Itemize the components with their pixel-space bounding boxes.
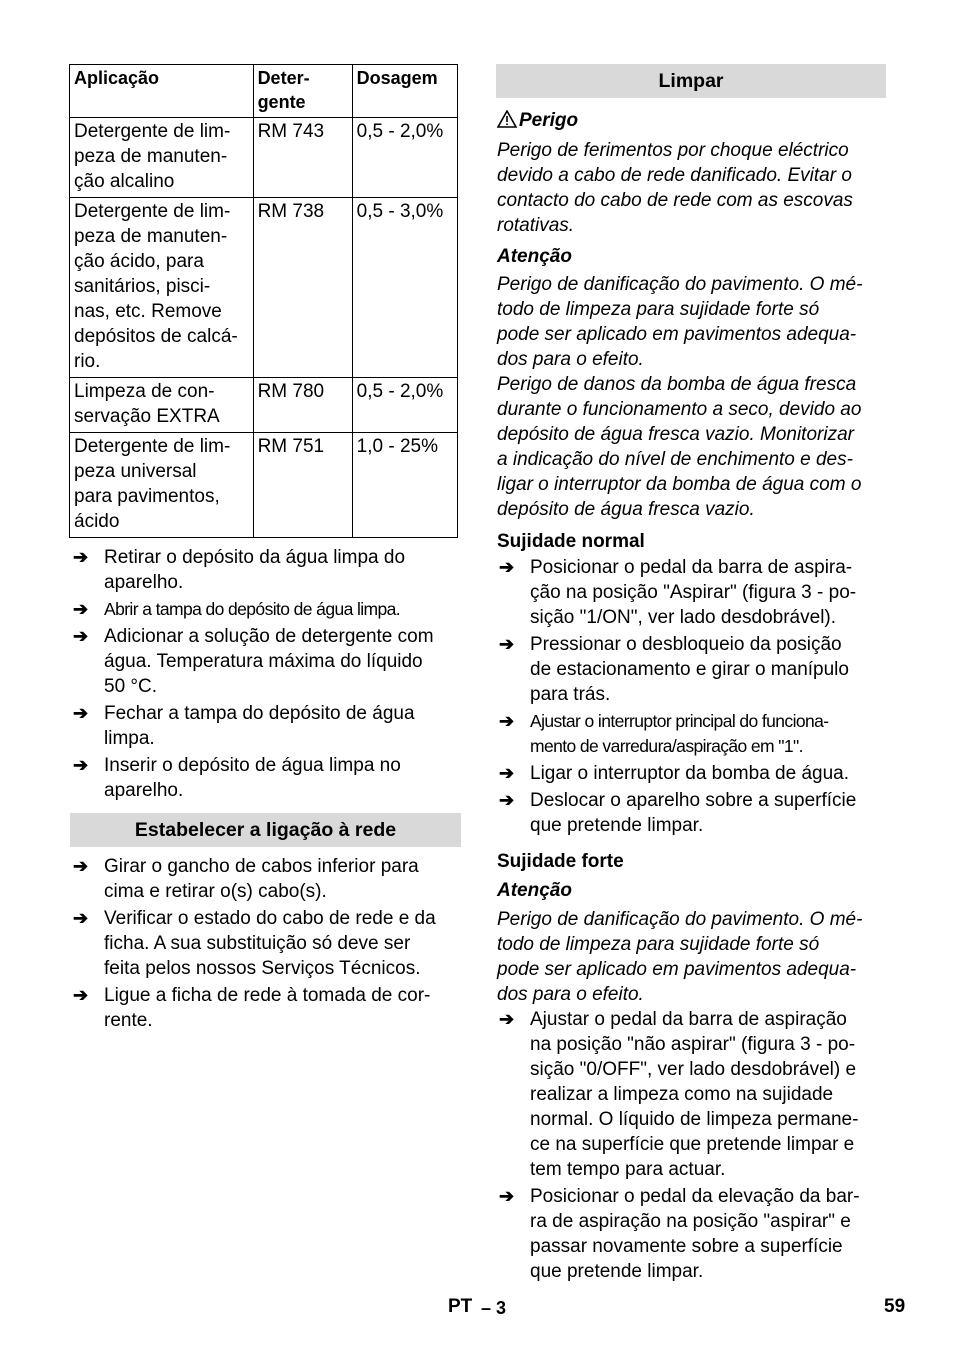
list-item: ➔ Ligar o interruptor da bomba de água. [499,763,849,784]
arrow-right-icon: ➔ [73,599,88,619]
arrow-right-icon: ➔ [499,1009,515,1029]
table-cell: RM 743 [253,118,352,198]
footer-language: PT [448,1296,473,1317]
subheading-normal: Sujidade normal [497,531,645,552]
strong-steps-list [497,1007,889,1286]
danger-text: Perigo de ferimentos por choque eléctrico devido a cabo de rede danificado. Evitar o contacto do cabo de rede com as escovas rotativas. [497,140,853,236]
list-item: ➔ Deslocar o aparelho sobre a superfície que pretende limpar. [499,790,857,836]
arrow-right-icon: ➔ [73,703,89,723]
arrow-right-icon: ➔ [73,856,89,876]
subheading-strong: Sujidade forte [497,851,624,872]
arrow-right-icon: ➔ [73,985,89,1005]
warning-triangle-icon [497,110,519,135]
list-item: ➔ Posicionar o pedal da barra de aspira- ção na posição "Aspirar" (figura 3 - po- sição "1/ON", ver lado desdobrável). [499,557,857,628]
list-item: ➔ Ligue a ficha de rede à tomada de cor- rente. [73,985,431,1031]
arrow-right-icon: ➔ [499,1186,515,1206]
list-item: ➔ Retirar o depósito da água limpa do aparelho. [73,547,406,593]
table-cell: Detergente de lim- peza de manuten- ção alcalino [70,118,254,198]
table-cell: 0,5 - 3,0% [352,198,457,378]
table-header-cell: Dosagem [352,65,457,118]
attention-text: Perigo de danificação do pavimento. O mé- todo de limpeza para sujidade forte só pode ser aplicado em pavimentos adequa- dos para o efeito. Perigo de danos da bomba de água fresca durante o funcionamento a seco, devido ao depósito de água fresca vazio. Monitorizar a indicação do nível de enchimento e des- ligar o interruptor da bomba de água com o depósito de água fresca vazio. [497,274,863,520]
table-cell: Detergente de lim- peza de manuten- ção ácido, para sanitários, pisci- nas, etc. Remove depósitos de calcá- rio. [70,198,254,378]
arrow-right-icon: ➔ [499,763,515,783]
list-item: ➔ Ajustar o pedal da barra de aspiração na posição "não aspirar" (figura 3 - po- sição "0/OFF", ver lado desdobrável) e realizar a limpeza como na sujidade normal. O líquido de limpeza permane- ce na superfície que pretende limpar e tem tempo para actuar. [499,1009,859,1180]
table-cell: Detergente de lim- peza universal para pavimentos, ácido [70,433,254,538]
table-cell: RM 738 [253,198,352,378]
table-row [70,198,458,378]
section-heading: Estabelecer a ligação à rede [70,813,461,847]
table-cell: RM 751 [253,433,352,538]
normal-steps-list [497,555,889,840]
arrow-right-icon: ➔ [499,634,515,654]
table-cell: Limpeza de con- servação EXTRA [70,378,254,433]
list-item: ➔ Fechar a tampa do depósito de água limpa. [73,703,415,749]
arrow-right-icon: ➔ [73,755,89,775]
table-cell: RM 780 [253,378,352,433]
power-steps-list [71,854,463,1035]
attention-label: Atenção [497,246,572,267]
arrow-right-icon: ➔ [73,626,89,646]
list-item: ➔ Girar o gancho de cabos inferior para cima e retirar o(s) cabo(s). [73,856,419,902]
arrow-right-icon: ➔ [499,557,515,577]
table-cell: 1,0 - 25% [352,433,457,538]
list-item: ➔ Verificar o estado do cabo de rede e da ficha. A sua substituição só deve ser feita pelos nossos Serviços Técnicos. [73,908,436,979]
footer-section: – 3 [481,1298,507,1318]
tank-steps-list [71,545,463,805]
list-item: ➔ Inserir o depósito de água limpa no aparelho. [73,755,401,801]
arrow-right-icon: ➔ [73,908,89,928]
attention-label: Atenção [497,880,572,901]
arrow-right-icon: ➔ [73,547,89,567]
arrow-right-icon: ➔ [499,790,515,810]
list-item: ➔ Adicionar a solução de detergente com água. Temperatura máxima do líquido 50 °C. [73,626,434,697]
attention-text: Perigo de danificação do pavimento. O mé- todo de limpeza para sujidade forte só pode ser aplicado em pavimentos adequa- dos para o efeito. [497,909,863,1005]
table-row [70,118,458,198]
arrow-right-icon: ➔ [499,711,514,731]
table-header-cell: Deter- gente [253,65,352,118]
table-header-cell: Aplicação [70,65,254,118]
table-header-row [70,65,458,118]
detergent-table [69,64,458,538]
danger-label: Perigo [497,108,578,135]
table-cell: 0,5 - 2,0% [352,118,457,198]
list-item: ➔ Abrir a tampa do depósito de água limpa. [71,597,463,622]
list-item: ➔ Posicionar o pedal da elevação da bar- ra de aspiração na posição "aspirar" e passar novamente sobre a superfície que pretende limpar. [499,1186,860,1282]
list-item: ➔ Pressionar o desbloqueio da posição de estacionamento e girar o manípulo para trás. [499,634,849,705]
section-heading: Limpar [496,64,886,98]
table-row [70,433,458,538]
table-cell: 0,5 - 2,0% [352,378,457,433]
page-number: 59 [884,1296,906,1317]
table-row [70,378,458,433]
list-item: ➔ Ajustar o interruptor principal do funciona- mento de varredura/aspiração em "1". [499,711,829,756]
